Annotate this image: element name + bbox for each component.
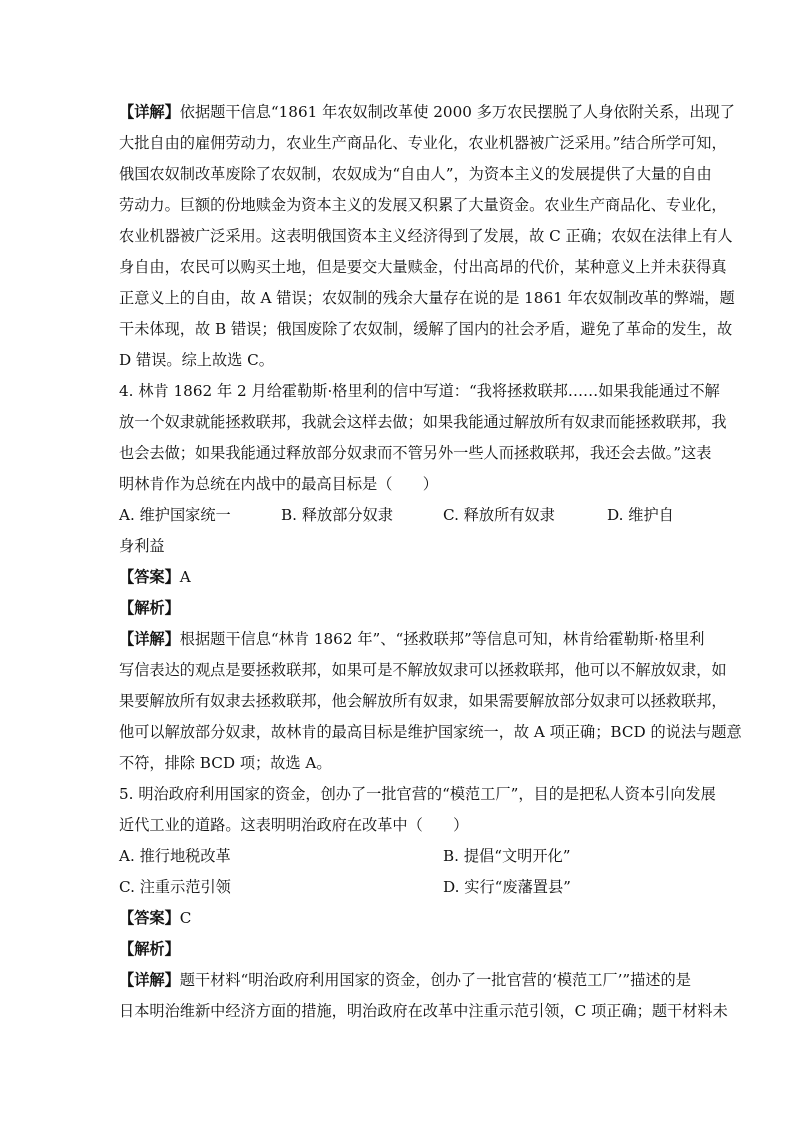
paragraph-line: D 错误。综上故选 C。 [119, 351, 274, 369]
answer-tag: 【答案】 [119, 909, 180, 927]
paragraph-line: 他可以解放部分奴隶，故林肯的最高目标是维护国家统一，故 A 项正确；BCD 的说法与题意 [119, 723, 742, 741]
paragraph-line: 正意义上的自由，故 A 错误；农奴制的残余大量存在说的是 1861 年农奴制改革的弊端，题 [119, 289, 735, 307]
answer-line [119, 562, 679, 593]
paragraph-line: 写信表达的观点是要拯救联邦，如果可是不解放奴隶可以拯救联邦，他可以不解放奴隶，如 [119, 661, 727, 679]
paragraph-line: 日本明治维新中经济方面的措施，明治政府在改革中注重示范引领，C 项正确；题干材料未 [119, 1002, 728, 1020]
option-c: C. 释放所有奴隶 [443, 506, 555, 524]
question-4-stem: 4. 林肯 1862 年 2 月给霍勒斯·格里利的信中写道：“我将拯救联邦……如果我能通过不解 [119, 382, 720, 400]
detail-text: 题干材料“明治政府利用国家的资金，创办了一批官营的‘模范工厂’”描述的是 [179, 971, 691, 989]
option-d: D. 实行“废藩置县” [443, 878, 571, 896]
answer-line [119, 903, 679, 934]
paragraph-line: 身自由，农民可以购买土地，但是要交大量赎金，付出高昂的代价，某种意义上并未获得真 [119, 258, 727, 276]
question-4-stem: 放一个奴隶就能拯救联邦，我就会这样去做；如果我能通过解放所有奴隶而能拯救联邦，我 [119, 413, 727, 431]
paragraph-line [119, 97, 735, 128]
option-b: B. 提倡“文明开化” [443, 847, 571, 865]
paragraph-line: 干未体现，故 B 错误；俄国废除了农奴制，缓解了国内的社会矛盾，避免了革命的发生，故 [119, 320, 733, 338]
paragraph-line: 不符，排除 BCD 项；故选 A。 [119, 754, 332, 772]
answer-tag: 【答案】 [119, 568, 180, 586]
option-a: A. 维护国家统一 [119, 506, 231, 524]
paragraph-line [119, 624, 705, 655]
option-d-wrap: 身利益 [119, 537, 165, 555]
answer-value: A [179, 568, 191, 586]
question-4-stem: 明林肯作为总统在内战中的最高目标是（ ） [119, 475, 438, 493]
detail-tag: 【详解】 [119, 630, 180, 648]
paragraph-line: 果要解放所有奴隶去拯救联邦，他会解放所有奴隶，如果需要解放部分奴隶可以拯救联邦， [119, 692, 727, 710]
detail-text: 根据题干信息“林肯 1862 年”、“拯救联邦”等信息可知，林肯给霍勒斯·格里利 [179, 630, 705, 648]
question-4-options [119, 500, 679, 531]
option-b: B. 释放部分奴隶 [281, 506, 393, 524]
paragraph-line: 大批自由的雇佣劳动力，农业生产商品化、专业化，农业机器被广泛采用。”结合所学可知， [119, 134, 727, 152]
question-5-stem: 近代工业的道路。这表明明治政府在改革中（ ） [119, 816, 469, 834]
option-c: C. 注重示范引领 [119, 878, 231, 896]
analysis-tag: 【解析】 [119, 599, 180, 617]
paragraph-line: 俄国农奴制改革废除了农奴制，农奴成为“自由人”，为资本主义的发展提供了大量的自由 [119, 165, 712, 183]
paragraph-line: 劳动力。巨额的份地赎金为资本主义的发展又积累了大量资金。农业生产商品化、专业化， [119, 196, 727, 214]
option-a: A. 推行地税改革 [119, 847, 231, 865]
question-5-options-row [119, 841, 679, 872]
page-content [119, 97, 742, 1027]
detail-text: 依据题干信息“1861 年农奴制改革使 2000 多万农民摆脱了人身依附关系，出现了 [179, 103, 735, 121]
paragraph-line: 农业机器被广泛采用。这表明俄国资本主义经济得到了发展，故 C 正确；农奴在法律上有人 [119, 227, 733, 245]
question-4-stem: 也会去做；如果我能通过释放部分奴隶而不管另外一些人而拯救联邦，我还会去做。”这表 [119, 444, 712, 462]
detail-tag: 【详解】 [119, 103, 180, 121]
option-d: D. 维护自 [607, 506, 674, 524]
paragraph-line [119, 965, 691, 996]
question-5-options-row [119, 872, 679, 903]
answer-value: C [179, 909, 192, 927]
detail-tag: 【详解】 [119, 971, 180, 989]
question-5-stem: 5. 明治政府利用国家的资金，创办了一批官营的“模范工厂”，目的是把私人资本引向发展 [119, 785, 716, 803]
analysis-tag: 【解析】 [119, 940, 180, 958]
